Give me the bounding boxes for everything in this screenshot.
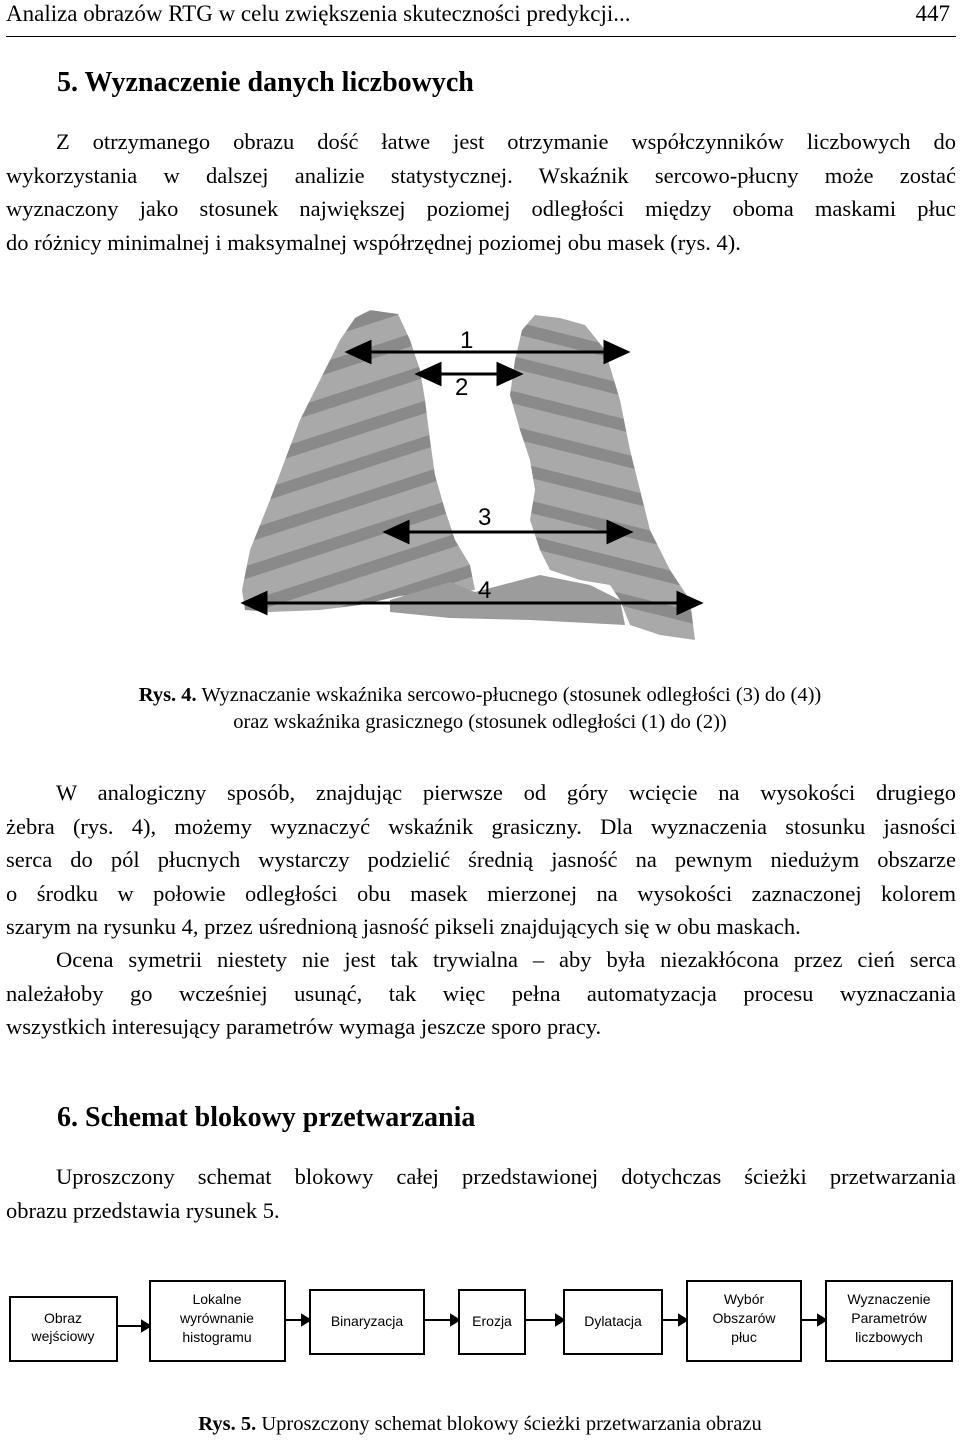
text-line: W analogiczny sposób, znajdując pierwsze od góry wcięcie na wysokości drugiego bbox=[56, 780, 956, 805]
block-label: histogramu bbox=[182, 1329, 252, 1345]
figure-5-caption bbox=[100, 1411, 860, 1438]
label-3: 3 bbox=[478, 504, 492, 531]
block-label: Binaryzacja bbox=[330, 1313, 404, 1329]
text-line: Z otrzymanego obrazu dość łatwe jest otrzymanie współczynników liczbowych do bbox=[56, 129, 956, 154]
figure-5-block-diagram bbox=[0, 1270, 960, 1370]
block-label: płuc bbox=[731, 1329, 757, 1345]
page-number: 447 bbox=[915, 1, 950, 26]
text-line: serca do pól płucnych wystarczy podzielić średnią jasność na pewnym niedużym obszarze bbox=[6, 847, 956, 872]
caption-text: Wyznaczanie wskaźnika sercowo-płucnego (stosunek odległości (3) do (4)) bbox=[196, 684, 822, 706]
section-5-paragraph bbox=[6, 125, 956, 259]
text-line: szarym na rysunku 4, przez uśrednioną jasność pikseli znajdujących się w obu maskach. bbox=[6, 914, 801, 939]
caption-label: Rys. 5. bbox=[198, 1413, 257, 1435]
block-label: liczbowych bbox=[855, 1329, 923, 1345]
block-label: wyrównanie bbox=[180, 1310, 254, 1326]
running-header-title: Analiza obrazów RTG w celu zwiększenia skuteczności predykcji... bbox=[6, 1, 631, 26]
block-label: Obszarów bbox=[712, 1310, 776, 1326]
text-line: wyznaczony jako stosunek największej poziomej odległości między oboma maskami płuc bbox=[6, 196, 956, 221]
section-6-paragraph bbox=[6, 1160, 956, 1227]
text-line: do różnicy minimalnej i maksymalnej współrzędnej poziomej obu masek (rys. 4). bbox=[6, 229, 741, 255]
text-line: obrazu przedstawia rysunek 5. bbox=[6, 1197, 280, 1223]
caption-label: Rys. 4. bbox=[138, 684, 197, 706]
block-label: wejściowy bbox=[31, 1328, 95, 1344]
label-2: 2 bbox=[455, 374, 469, 401]
text-line: żebra (rys. 4), możemy wyznaczyć wskaźnik grasiczny. Dla wyznaczenia stosunku jasności bbox=[6, 813, 956, 839]
label-1: 1 bbox=[460, 327, 474, 354]
text-line: wykorzystania w dalszej analizie statystycznej. Wskaźnik sercowo-płucny może zostać bbox=[6, 162, 956, 188]
block-label: Obraz bbox=[43, 1310, 83, 1326]
figure-4-caption bbox=[100, 682, 860, 736]
text-line: Ocena symetrii niestety nie jest tak trywialna – aby była niezakłócona przez cień serca bbox=[56, 947, 956, 972]
text-line: o środku w połowie odległości obu masek mierzonej na wysokości zaznaczonej kolorem bbox=[6, 880, 956, 906]
figure-4-lung-mask-image bbox=[230, 300, 710, 650]
block-label: Dylatacja bbox=[584, 1313, 642, 1329]
label-4: 4 bbox=[478, 577, 492, 604]
section-5-heading: 5. Wyznaczenie danych liczbowych bbox=[57, 67, 474, 98]
paragraph-2 bbox=[6, 776, 956, 944]
caption-text: oraz wskaźnika grasicznego (stosunek odległości (1) do (2)) bbox=[233, 711, 727, 733]
header-rule bbox=[6, 36, 956, 37]
caption-text: Uproszczony schemat blokowy ścieżki przetwarzania obrazu bbox=[256, 1413, 762, 1435]
paragraph-3 bbox=[6, 943, 956, 1044]
block-label: Wybór bbox=[723, 1291, 765, 1307]
block-label: Erozja bbox=[472, 1313, 512, 1329]
block-label: Wyznaczenie bbox=[847, 1291, 931, 1307]
text-line: Uproszczony schemat blokowy całej przedstawionej dotychczas ścieżki przetwarzania bbox=[56, 1164, 956, 1189]
text-line: wszystkich interesujący parametrów wymaga jeszcze sporo pracy. bbox=[6, 1014, 602, 1039]
block-label: Lokalne bbox=[192, 1291, 242, 1307]
text-line: należałoby go wcześniej usunąć, tak więc pełna automatyzacja procesu wyznaczania bbox=[6, 980, 956, 1006]
section-6-heading: 6. Schemat blokowy przetwarzania bbox=[57, 1102, 476, 1133]
block-label: Parametrów bbox=[851, 1310, 927, 1326]
